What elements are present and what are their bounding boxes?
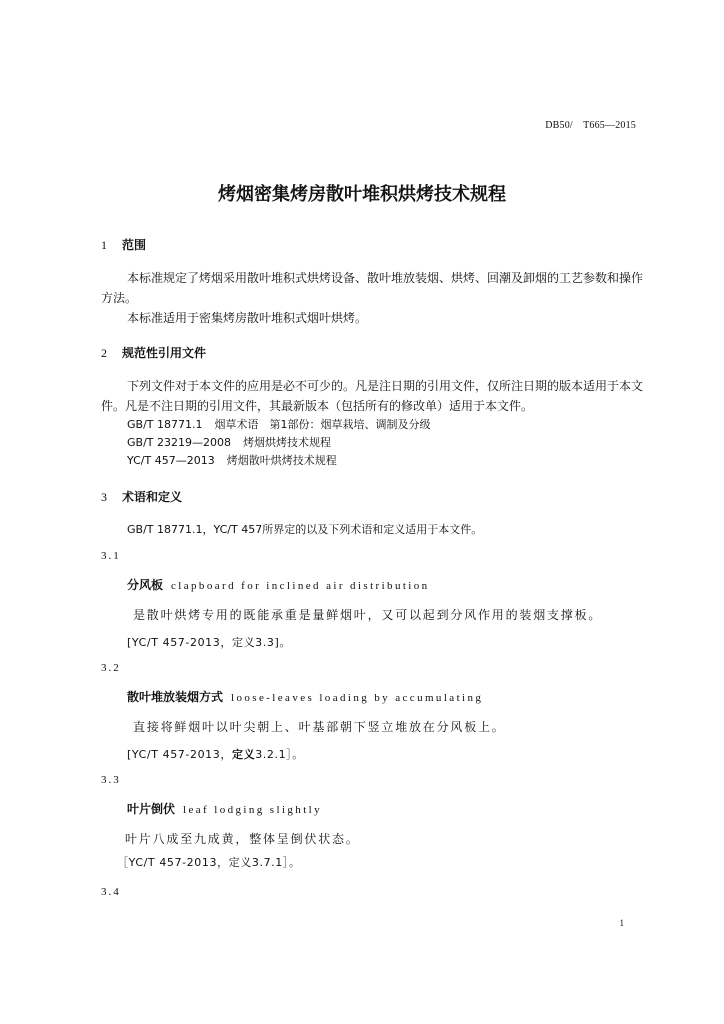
section-2-heading (101, 344, 206, 361)
term-definition: 是散叶烘烤专用的既能承重是量鲜烟叶，又可以起到分风作用的装烟支撑板。 (133, 608, 603, 622)
term-heading (127, 576, 430, 593)
term-zh: 叶片倒伏 (127, 802, 176, 816)
section-title: 术语和定义 (122, 490, 183, 504)
source-text-bold: 定义 (231, 748, 256, 761)
page-number: 1 (619, 918, 624, 928)
term-definition: 直接将鲜烟叶以叶尖朝上、叶基部朝下竖立堆放在分风板上。 (133, 720, 506, 734)
source-text: [YC/T 457-2013， (127, 748, 232, 761)
reference-item (127, 416, 430, 432)
reference-code: GB/T 18771.1 (127, 418, 203, 431)
term-source: ［YC/T 457-2013，定义3.7.1］。 (117, 856, 301, 869)
section-intro: GB/T 18771.1，YC/T 457所界定的以及下列术语和定义适用于本文件。 (127, 523, 483, 536)
reference-name: 烟草术语 第1部份：烟草栽培、调制及分级 (214, 418, 431, 431)
reference-name: 烤烟散叶烘烤技术规程 (226, 454, 337, 467)
section-number: 1 (101, 238, 107, 252)
subsection-number: 3.2 (101, 662, 121, 674)
reference-item (127, 452, 337, 468)
source-text: 3.2.1］。 (255, 748, 304, 761)
paragraph: 方法。 (101, 291, 138, 305)
section-3-heading (101, 488, 182, 505)
paragraph: 件。凡是不注日期的引用文件，其最新版本（包括所有的修改单）适用于本文件。 (101, 399, 534, 413)
section-number: 3 (101, 490, 107, 504)
term-heading (127, 688, 483, 705)
section-1-heading (101, 236, 146, 253)
reference-name: 烤烟烘烤技术规程 (242, 436, 331, 449)
paragraph: 本标准规定了烤烟采用散叶堆积式烘烤设备、散叶堆放装烟、烘烤、回潮及卸烟的工艺参数和操作 (127, 271, 644, 285)
document-title: 烤烟密集烤房散叶堆积烘烤技术规程 (218, 184, 506, 205)
term-source (127, 746, 304, 762)
paragraph: 下列文件对于本文件的应用是必不可少的。凡是注日期的引用文件，仅所注日期的版本适用于本文 (127, 379, 644, 393)
term-heading (127, 800, 322, 817)
section-number: 2 (101, 346, 107, 360)
subsection-number: 3.4 (101, 886, 121, 898)
term-definition: 叶片八成至九成黄，整体呈倒伏状态。 (125, 832, 360, 846)
term-source: [YC/T 457-2013，定义3.3]。 (127, 636, 291, 649)
term-en: loose-leaves loading by accumulating (231, 692, 484, 704)
reference-code: GB/T 23219—2008 (127, 436, 231, 449)
subsection-number: 3.3 (101, 774, 121, 786)
section-title: 规范性引用文件 (122, 346, 207, 360)
paragraph: 本标准适用于密集烤房散叶堆积式烟叶烘烤。 (127, 311, 368, 325)
term-zh: 散叶堆放装烟方式 (127, 690, 224, 704)
document-code: DB50/ T665—2015 (545, 120, 636, 131)
subsection-number: 3.1 (101, 550, 121, 562)
reference-code: YC/T 457—2013 (127, 454, 215, 467)
term-zh: 分风板 (127, 578, 164, 592)
term-en: leaf lodging slightly (183, 804, 323, 816)
section-title: 范围 (122, 238, 147, 252)
term-en: clapboard for inclined air distribution (171, 580, 430, 592)
reference-item (127, 434, 331, 450)
